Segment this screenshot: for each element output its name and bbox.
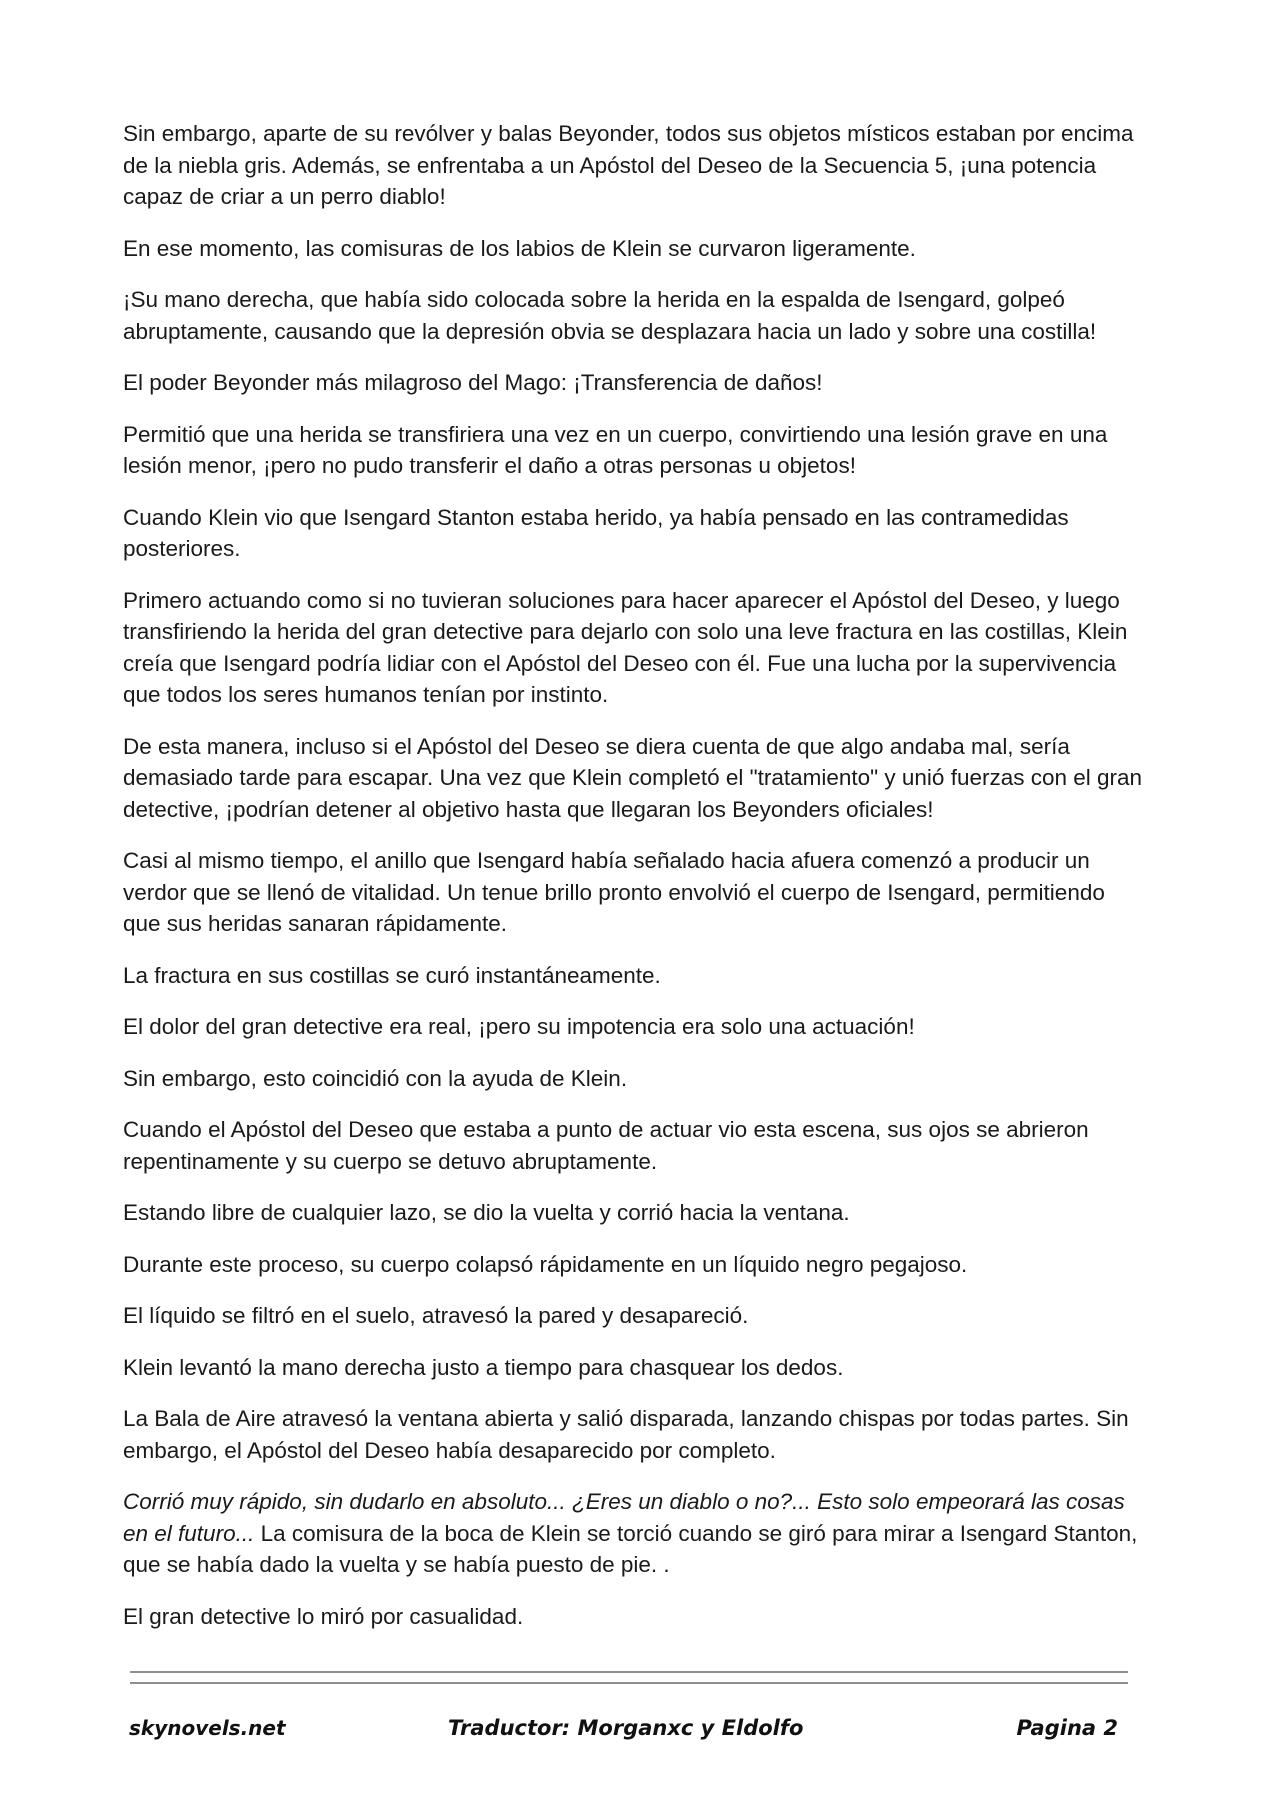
- paragraph: Klein levantó la mano derecha justo a tiempo para chasquear los dedos.: [123, 1354, 844, 1380]
- document-body: [123, 118, 1143, 1652]
- paragraph: Durante este proceso, su cuerpo colapsó rápidamente en un líquido negro pegajoso.: [123, 1251, 968, 1277]
- paragraph: Cuando Klein vio que Isengard Stanton estaba herido, ya había pensado en las contramedidas posteriores.: [123, 504, 1069, 561]
- paragraph: ¡Su mano derecha, que había sido colocada sobre la herida en la espalda de Isengard, golpeó abruptamente, causando que la depresión obvia se desplazara hacia un lado y sobre una costilla!: [123, 287, 1097, 344]
- paragraph: De esta manera, incluso si el Apóstol del Deseo se diera cuenta de que algo andaba mal, sería demasiado tarde para escapar. Una vez que Klein completó el "tratamiento" y unió fuerzas con el gran detective, ¡podrían detener al objetivo hasta que llegaran los Beyonders oficiales!: [123, 733, 1143, 822]
- paragraph: Cuando el Apóstol del Deseo que estaba a punto de actuar vio esta escena, sus ojos se abrieron repentinamente y su cuerpo se detuvo abruptamente.: [123, 1117, 1089, 1174]
- footer-divider-top: [130, 1671, 1128, 1673]
- footer-divider-bottom: [130, 1682, 1128, 1684]
- paragraph: Estando libre de cualquier lazo, se dio la vuelta y corrió hacia la ventana.: [123, 1200, 850, 1225]
- paragraph: El líquido se filtró en el suelo, atravesó la pared y desapareció.: [123, 1303, 749, 1328]
- paragraph: Permitió que una herida se transfiriera una vez en un cuerpo, convirtiendo una lesión grave en una lesión menor, ¡pero no pudo transferir el daño a otras personas u objetos!: [123, 421, 1108, 478]
- paragraph: Sin embargo, aparte de su revólver y balas Beyonder, todos sus objetos místicos estaban por encima de la niebla gris. Además, se enfrentaba a un Apóstol del Deseo de la Secuencia 5, ¡una potencia capaz de criar a un perro diablo!: [123, 121, 1134, 209]
- paragraph: El poder Beyonder más milagroso del Mago: ¡Transferencia de daños!: [123, 370, 823, 395]
- paragraph: La fractura en sus costillas se curó instantáneamente.: [123, 962, 661, 988]
- footer-translator: Traductor: Morganxc y Eldolfo: [448, 1716, 804, 1740]
- paragraph: En ese momento, las comisuras de los labios de Klein se curvaron ligeramente.: [123, 235, 916, 261]
- paragraph: Casi al mismo tiempo, el anillo que Isengard había señalado hacia afuera comenzó a producir un verdor que se llenó de vitalidad. Un tenue brillo pronto envolvió el cuerpo de Isengard, permitiendo que sus heridas sanaran rápidamente.: [123, 848, 1105, 936]
- footer-page-number: Pagina 2: [1016, 1716, 1118, 1740]
- paragraph: La Bala de Aire atravesó la ventana abierta y salió disparada, lanzando chispas por todas partes. Sin embargo, el Apóstol del Deseo había desaparecido por completo.: [123, 1406, 1129, 1463]
- paragraph: Primero actuando como si no tuvieran soluciones para hacer aparecer el Apóstol del Deseo, y luego transfiriendo la herida del gran detective para dejarlo con solo una leve fractura en las costillas, Klein creía que Isengard podría lidiar con el Apóstol del Deseo con él. Fue una lucha por la supervivencia que todos los seres humanos tenían por instinto.: [123, 587, 1128, 707]
- footer-site: skynovels.net: [129, 1716, 286, 1740]
- paragraph: Sin embargo, esto coincidió con la ayuda de Klein.: [123, 1065, 628, 1091]
- italic-thought: Corrió muy rápido, sin dudarlo en absoluto... ¿Eres un diablo o no?... Esto solo empeorará las cosas en el futuro...: [123, 1489, 1125, 1546]
- last-paragraph: El gran detective lo miró por casualidad.: [123, 1603, 524, 1629]
- mixed-paragraph: [123, 1486, 1143, 1581]
- paragraph: El dolor del gran detective era real, ¡pero su impotencia era solo una actuación!: [123, 1014, 915, 1039]
- narration-text: La comisura de la boca de Klein se torció cuando se giró para mirar a Isengard Stanton, que se había dado la vuelta y se había puesto de pie. .: [123, 1520, 1138, 1577]
- page-footer: [0, 1716, 1280, 1748]
